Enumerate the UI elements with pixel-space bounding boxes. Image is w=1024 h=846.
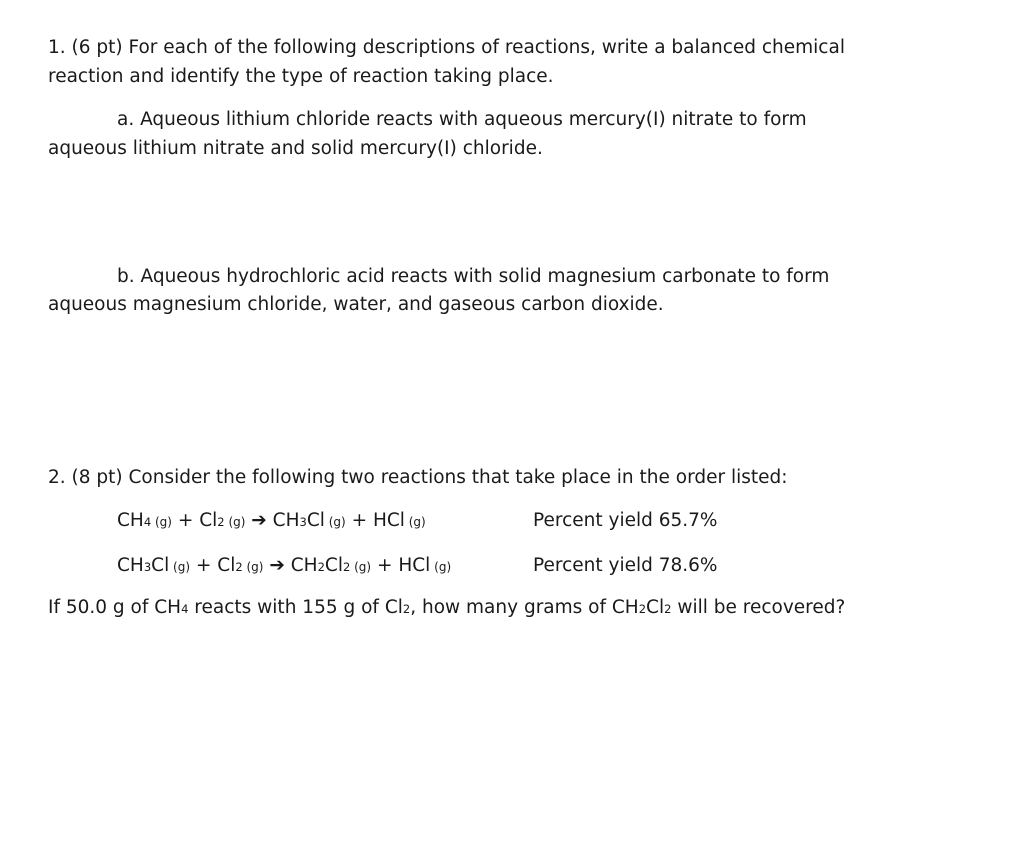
formula-text: Cl	[306, 510, 325, 531]
formula-text: + Cl	[171, 510, 218, 531]
state-label: (g)	[404, 515, 426, 529]
subscript: 2	[664, 602, 672, 616]
state-label: (g)	[224, 515, 246, 529]
formula-text: Cl	[151, 555, 170, 576]
subscript: 4	[143, 515, 152, 529]
formula-text: CH	[117, 555, 144, 576]
question-1a-line-1: a. Aqueous lithium chloride reacts with aqueous mercury(I) nitrate to form	[117, 109, 807, 130]
subscript: 3	[143, 560, 152, 574]
formula-text: will be recovered?	[671, 597, 846, 618]
question-2-question	[48, 597, 845, 620]
subscript: 2	[342, 560, 351, 574]
equation-2	[117, 555, 451, 578]
subscript: 4	[181, 602, 189, 616]
subscript: 2	[402, 602, 411, 616]
formula-text: + HCl	[371, 555, 431, 576]
question-1-prompt-line-2: reaction and identify the type of reaction taking place.	[48, 66, 554, 87]
question-2-header: 2. (8 pt) Consider the following two reactions that take place in the order listed:	[48, 467, 788, 488]
equation-1	[117, 510, 426, 533]
formula-text: CH	[117, 510, 144, 531]
formula-text: + Cl	[190, 555, 236, 576]
formula-text: ➔ CH	[263, 555, 318, 576]
question-1b-line-2: aqueous magnesium chloride, water, and gaseous carbon dioxide.	[48, 294, 664, 315]
state-label: (g)	[350, 560, 372, 574]
question-1b-line-1: b. Aqueous hydrochloric acid reacts with solid magnesium carbonate to form	[117, 266, 830, 287]
state-label: (g)	[151, 515, 172, 529]
formula-text: + HCl	[345, 510, 405, 531]
formula-text: , how many grams of CH	[410, 597, 639, 618]
state-label: (g)	[430, 560, 452, 574]
formula-text: If 50.0 g of CH	[48, 597, 182, 618]
subscript: 3	[299, 515, 307, 529]
equation-1-yield: Percent yield 65.7%	[533, 510, 718, 531]
state-label: (g)	[324, 515, 346, 529]
equation-2-yield: Percent yield 78.6%	[533, 555, 718, 576]
formula-text: Cl	[324, 555, 343, 576]
state-label: (g)	[169, 560, 191, 574]
formula-text: ➔ CH	[245, 510, 300, 531]
state-label: (g)	[242, 560, 264, 574]
subscript: 2	[235, 560, 243, 574]
subscript: 2	[317, 560, 325, 574]
formula-text: Cl	[646, 597, 665, 618]
question-1a-line-2: aqueous lithium nitrate and solid mercury(I) chloride.	[48, 138, 543, 159]
question-1-prompt-line-1: 1. (6 pt) For each of the following descriptions of reactions, write a balanced chemical	[48, 37, 845, 58]
subscript: 2	[217, 515, 225, 529]
formula-text: reacts with 155 g of Cl	[188, 597, 403, 618]
subscript: 2	[638, 602, 647, 616]
